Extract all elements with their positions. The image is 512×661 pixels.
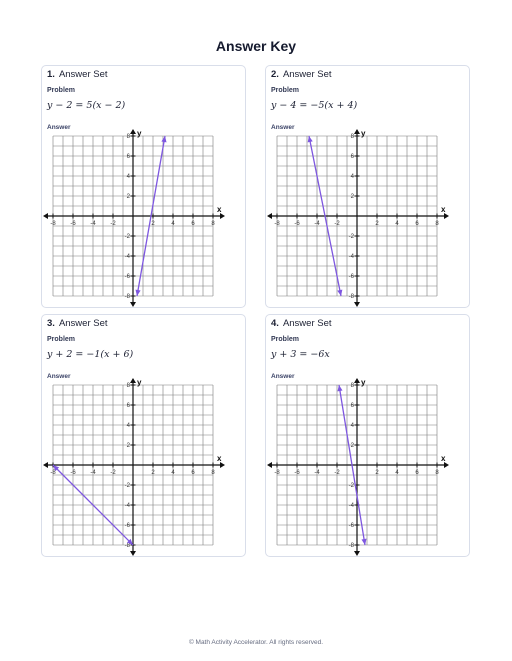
card-heading: [47, 318, 108, 329]
x-tick-label: 2: [375, 470, 379, 476]
x-tick-label: -8: [50, 470, 56, 476]
x-tick-label: 6: [191, 221, 195, 227]
answer-label: Answer: [271, 373, 295, 380]
x-tick-label: 8: [211, 470, 215, 476]
x-axis-label: x: [441, 454, 446, 463]
card-number: 2.: [271, 69, 279, 80]
x-tick-label: 2: [151, 470, 155, 476]
y-axis-arrow-top: [130, 378, 136, 383]
x-tick-label: -6: [70, 221, 76, 227]
y-tick-label: 2: [350, 443, 354, 449]
problem-label: Problem: [47, 336, 76, 343]
x-tick-label: -2: [110, 470, 116, 476]
coordinate-graph: [266, 378, 451, 556]
card-title: Answer Set: [58, 318, 108, 329]
y-axis-arrow-top: [354, 129, 360, 134]
card-number: 3.: [47, 318, 55, 329]
x-tick-label: 2: [151, 221, 155, 227]
answer-card-2: [265, 65, 470, 308]
x-axis-label: x: [441, 205, 446, 214]
coordinate-graph: [266, 129, 451, 307]
y-tick-label: -8: [124, 543, 130, 549]
x-tick-label: 6: [415, 470, 419, 476]
page-title: Answer Key: [215, 38, 297, 54]
y-tick-label: -6: [124, 523, 130, 529]
copyright-footer: © Math Activity Accelerator. All rights reserved.: [188, 639, 324, 646]
y-axis-arrow-bottom: [130, 551, 136, 556]
x-tick-label: 2: [375, 221, 379, 227]
x-tick-label: -8: [50, 221, 56, 227]
y-tick-label: 2: [350, 194, 354, 200]
y-tick-label: -4: [124, 254, 130, 260]
x-tick-label: 8: [211, 221, 215, 227]
y-tick-label: -2: [348, 234, 354, 240]
card-number: 4.: [271, 318, 279, 329]
y-tick-label: 4: [126, 174, 130, 180]
x-tick-label: -6: [70, 470, 76, 476]
problem-equation: y + 2 = −1(x + 6): [47, 349, 134, 360]
x-tick-label: 4: [171, 221, 175, 227]
answer-line-arrow-start: [337, 385, 342, 391]
y-tick-label: -4: [348, 254, 354, 260]
y-axis-arrow-bottom: [130, 302, 136, 307]
y-tick-label: -6: [348, 523, 354, 529]
answer-label: Answer: [47, 373, 71, 380]
answer-line-arrow-end: [337, 290, 342, 296]
problem-label: Problem: [47, 87, 76, 94]
y-tick-label: -6: [124, 274, 130, 280]
y-axis-label: y: [361, 378, 366, 387]
y-tick-label: -6: [348, 274, 354, 280]
x-tick-label: 6: [415, 221, 419, 227]
y-tick-label: 4: [126, 423, 130, 429]
x-tick-label: -6: [294, 221, 300, 227]
y-tick-label: 4: [350, 423, 354, 429]
y-tick-label: -4: [348, 503, 354, 509]
y-axis-label: y: [137, 129, 142, 138]
answer-card-3: [41, 314, 246, 557]
answer-label: Answer: [271, 124, 295, 131]
coordinate-graph: [42, 129, 227, 307]
y-tick-label: 8: [350, 134, 354, 140]
y-tick-label: 8: [126, 134, 130, 140]
y-tick-label: 6: [126, 154, 130, 160]
answer-card-4: [265, 314, 470, 557]
x-axis-arrow-left: [267, 462, 272, 468]
problem-equation: y − 4 = −5(x + 4): [271, 100, 358, 111]
y-axis-arrow-bottom: [354, 302, 360, 307]
x-tick-label: -2: [110, 221, 116, 227]
x-tick-label: 4: [395, 221, 399, 227]
y-tick-label: -2: [124, 234, 130, 240]
x-axis-arrow-left: [267, 213, 272, 219]
card-heading: [47, 69, 108, 80]
x-axis-label: x: [217, 454, 222, 463]
x-axis-label: x: [217, 205, 222, 214]
x-tick-label: -4: [90, 470, 96, 476]
x-tick-label: -4: [90, 221, 96, 227]
y-tick-label: -2: [124, 483, 130, 489]
y-tick-label: 4: [350, 174, 354, 180]
problem-label: Problem: [271, 87, 300, 94]
y-tick-label: 2: [126, 194, 130, 200]
y-tick-label: -8: [348, 294, 354, 300]
x-tick-label: -2: [334, 221, 340, 227]
x-tick-label: 4: [395, 470, 399, 476]
y-tick-label: 8: [350, 383, 354, 389]
x-tick-label: -8: [274, 470, 280, 476]
y-tick-label: -8: [348, 543, 354, 549]
y-tick-label: 8: [126, 383, 130, 389]
card-number: 1.: [47, 69, 55, 80]
y-axis-arrow-bottom: [354, 551, 360, 556]
answer-line-arrow-start: [308, 136, 313, 142]
y-tick-label: 6: [126, 403, 130, 409]
y-tick-label: 2: [126, 443, 130, 449]
card-title: Answer Set: [282, 318, 332, 329]
y-tick-label: -8: [124, 294, 130, 300]
problem-equation: y − 2 = 5(x − 2): [47, 100, 126, 111]
card-title: Answer Set: [282, 69, 332, 80]
problem-label: Problem: [271, 336, 300, 343]
x-tick-label: -6: [294, 470, 300, 476]
answer-line-arrow-start: [135, 290, 140, 296]
y-tick-label: 6: [350, 154, 354, 160]
card-heading: [271, 69, 332, 80]
y-axis-arrow-top: [354, 378, 360, 383]
card-heading: [271, 318, 332, 329]
y-axis-arrow-top: [130, 129, 136, 134]
answer-label: Answer: [47, 124, 71, 131]
x-tick-label: -4: [314, 221, 320, 227]
x-tick-label: -2: [334, 470, 340, 476]
x-tick-label: 8: [435, 221, 439, 227]
problem-equation: y + 3 = −6x: [271, 349, 330, 360]
y-tick-label: 6: [350, 403, 354, 409]
x-tick-label: 4: [171, 470, 175, 476]
answer-line-arrow-end: [161, 136, 166, 142]
y-axis-label: y: [137, 378, 142, 387]
coordinate-graph: [42, 378, 227, 556]
y-tick-label: -2: [348, 483, 354, 489]
answer-card-1: [41, 65, 246, 308]
x-tick-label: 8: [435, 470, 439, 476]
y-tick-label: -4: [124, 503, 130, 509]
x-tick-label: -8: [274, 221, 280, 227]
answer-line-arrow-end: [361, 539, 366, 545]
x-axis-arrow-left: [43, 213, 48, 219]
y-axis-label: y: [361, 129, 366, 138]
x-axis-arrow-left: [43, 462, 48, 468]
x-tick-label: -4: [314, 470, 320, 476]
x-tick-label: 6: [191, 470, 195, 476]
card-title: Answer Set: [58, 69, 108, 80]
